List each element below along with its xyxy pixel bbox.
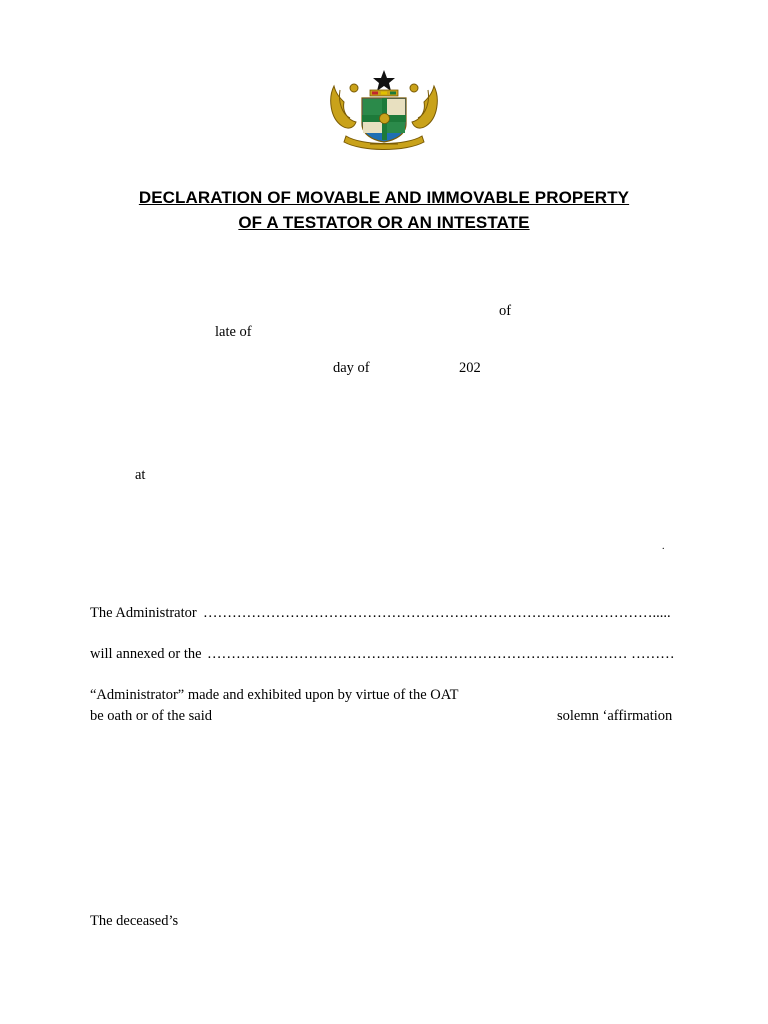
document-title-line-1: DECLARATION OF MOVABLE AND IMMOVABLE PROPERTY [138, 188, 630, 207]
of-label: of [499, 303, 512, 319]
late-of-label: late of [215, 324, 252, 340]
administrator-quote: “Administrator” made and exhibited upon by virtue of the OAT [90, 687, 459, 703]
year-prefix: 202 [459, 360, 481, 376]
deceased-label: The deceased’s [90, 913, 179, 929]
document-title-line-2: OF A TESTATOR OR AN INTESTATE [238, 213, 530, 232]
solemn-affirmation-label: solemn ‘affirmation [557, 708, 673, 724]
at-label: at [135, 467, 146, 483]
stray-mark: . [662, 541, 665, 552]
day-of-label: day of [333, 360, 370, 376]
administrator-label: The Administrator [90, 605, 197, 621]
be-oath-label: be oath or of the said [90, 708, 213, 724]
administrator-fill-line: …………………………………………………………………………………..... [203, 605, 671, 621]
ghana-coat-of-arms-icon [326, 68, 442, 152]
will-annexed-fill-line: …………………………………………………………………………… ……… [207, 646, 675, 662]
will-annexed-label: will annexed or the [90, 646, 202, 662]
